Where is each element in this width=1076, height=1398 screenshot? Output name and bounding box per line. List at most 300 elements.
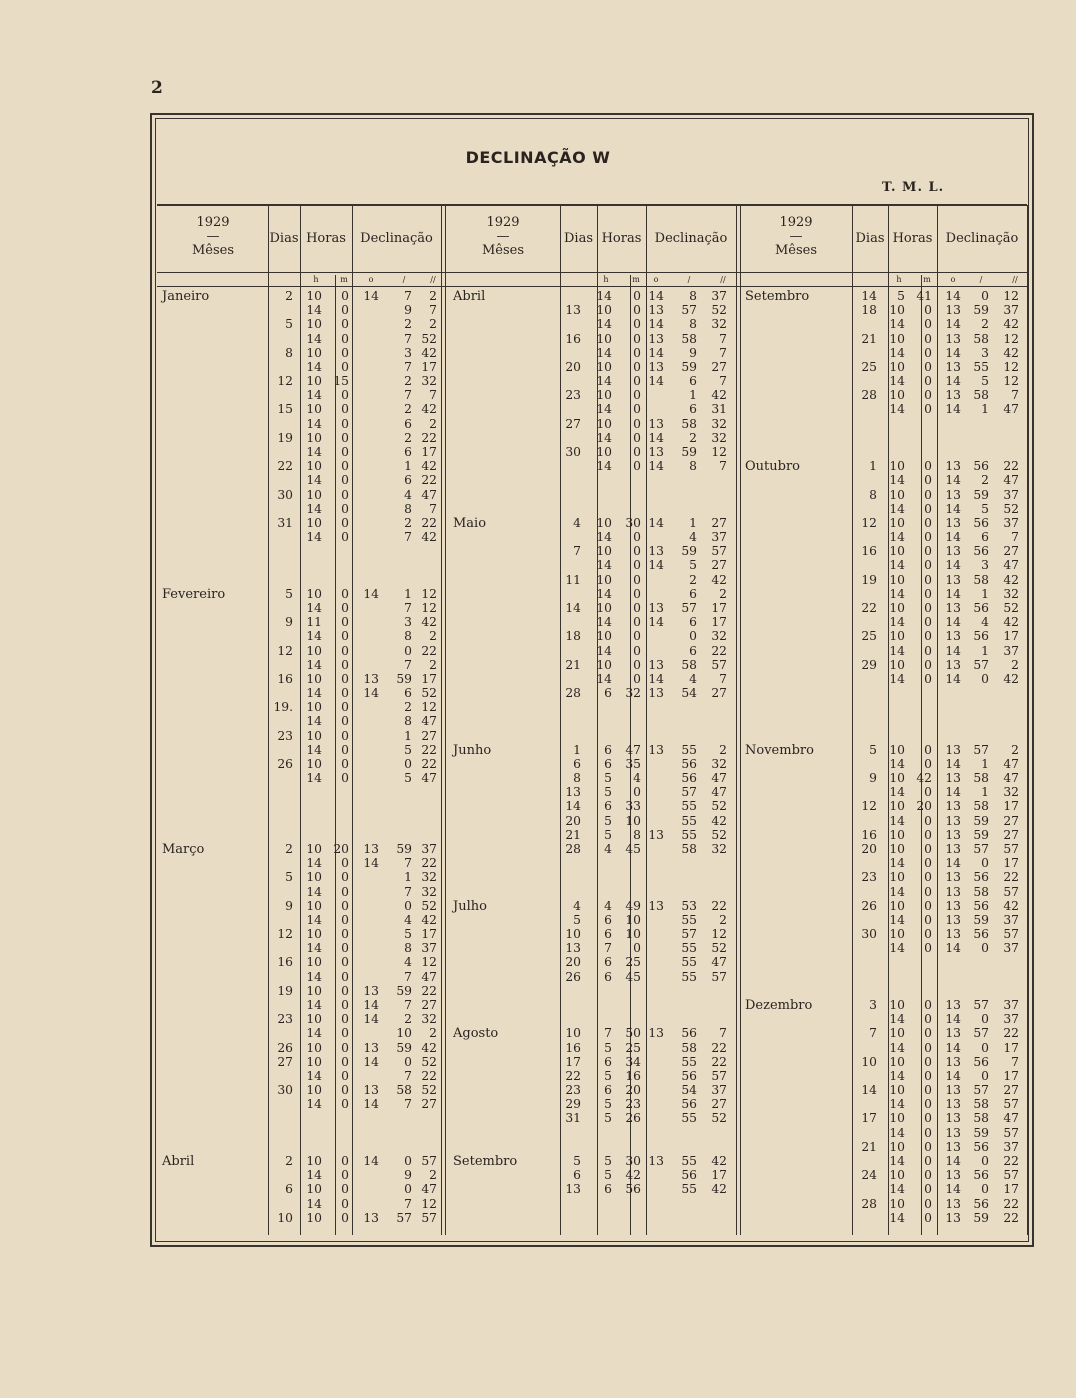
cell-minute: 4 bbox=[633, 771, 641, 786]
cell-degrees: 13 bbox=[945, 331, 961, 346]
cell-arcsec: 32 bbox=[421, 1012, 437, 1027]
cell-day: 26 bbox=[277, 1040, 293, 1055]
cell-arcsec: 12 bbox=[1003, 331, 1019, 346]
cell-arcsec: 52 bbox=[421, 1083, 437, 1098]
cell-arcsec: 22 bbox=[1003, 1153, 1019, 1168]
cell-day: 30 bbox=[565, 444, 581, 459]
cell-degrees: 14 bbox=[648, 515, 664, 530]
unit-m: m bbox=[340, 275, 348, 284]
cell-degrees: 14 bbox=[648, 671, 664, 686]
cell-arcmin: 58 bbox=[681, 1040, 697, 1055]
cell-arcsec: 17 bbox=[1003, 799, 1019, 814]
header-dash: — bbox=[206, 229, 220, 244]
cell-minute: 0 bbox=[924, 374, 932, 389]
cell-arcsec: 57 bbox=[711, 1068, 727, 1083]
cell-hour: 14 bbox=[889, 530, 905, 545]
cell-hour: 14 bbox=[306, 1168, 322, 1183]
cell-day: 23 bbox=[277, 728, 293, 743]
cell-minute: 0 bbox=[341, 912, 349, 927]
cell-hour: 14 bbox=[889, 402, 905, 417]
cell-arcsec: 37 bbox=[421, 941, 437, 956]
cell-hour: 14 bbox=[889, 941, 905, 956]
cell-arcsec: 47 bbox=[1003, 1111, 1019, 1126]
cell-hour: 14 bbox=[889, 1153, 905, 1168]
cell-hour: 10 bbox=[889, 359, 905, 374]
cell-arcmin: 56 bbox=[681, 1026, 697, 1041]
cell-arcsec: 37 bbox=[1003, 1139, 1019, 1154]
cell-day: 16 bbox=[277, 671, 293, 686]
cell-arcmin: 58 bbox=[973, 572, 989, 587]
cell-hour: 10 bbox=[596, 600, 612, 615]
cell-hour: 5 bbox=[604, 771, 612, 786]
cell-arcsec: 52 bbox=[421, 686, 437, 701]
cell-hour: 14 bbox=[596, 345, 612, 360]
cell-degrees: 13 bbox=[945, 544, 961, 559]
cell-degrees: 14 bbox=[648, 459, 664, 474]
cell-hour: 7 bbox=[604, 1026, 612, 1041]
cell-day: 6 bbox=[573, 756, 581, 771]
cell-arcmin: 55 bbox=[681, 1111, 697, 1126]
cell-degrees: 14 bbox=[945, 1040, 961, 1055]
cell-arcmin: 57 bbox=[681, 785, 697, 800]
cell-minute: 0 bbox=[341, 1210, 349, 1225]
cell-day: 25 bbox=[861, 359, 877, 374]
cell-day: 12 bbox=[861, 799, 877, 814]
cell-day: 8 bbox=[869, 487, 877, 502]
cell-minute: 25 bbox=[625, 955, 641, 970]
cell-minute: 0 bbox=[924, 515, 932, 530]
cell-arcsec: 47 bbox=[421, 714, 437, 729]
cell-arcsec: 7 bbox=[1011, 388, 1019, 403]
cell-hour: 10 bbox=[306, 1153, 322, 1168]
cell-minute: 0 bbox=[924, 558, 932, 573]
cell-day: 29 bbox=[861, 657, 877, 672]
cell-arcmin: 6 bbox=[689, 402, 697, 417]
unit-sec: // bbox=[430, 275, 436, 284]
cell-arcmin: 59 bbox=[396, 1040, 412, 1055]
cell-hour: 14 bbox=[306, 998, 322, 1012]
cell-minute: 0 bbox=[341, 530, 349, 545]
cell-arcmin: 7 bbox=[404, 1068, 412, 1083]
cell-day: 16 bbox=[565, 331, 581, 346]
cell-minute: 42 bbox=[625, 1168, 641, 1183]
cell-arcmin: 59 bbox=[681, 444, 697, 459]
cell-degrees: 13 bbox=[945, 1210, 961, 1225]
cell-arcmin: 0 bbox=[404, 1182, 412, 1197]
cell-hour: 10 bbox=[889, 629, 905, 644]
cell-arcsec: 2 bbox=[719, 586, 727, 601]
cell-hour: 10 bbox=[889, 331, 905, 346]
cell-arcmin: 6 bbox=[404, 686, 412, 701]
cell-arcsec: 2 bbox=[429, 416, 437, 431]
cell-hour: 5 bbox=[604, 827, 612, 842]
cell-minute: 0 bbox=[924, 842, 932, 857]
cell-arcsec: 7 bbox=[429, 388, 437, 403]
cell-degrees: 14 bbox=[648, 345, 664, 360]
column-rule bbox=[1027, 205, 1028, 1235]
cell-arcsec: 12 bbox=[711, 927, 727, 942]
cell-arcmin: 59 bbox=[973, 1125, 989, 1140]
cell-hour: 10 bbox=[306, 402, 322, 417]
cell-arcsec: 7 bbox=[1011, 1054, 1019, 1069]
cell-minute: 0 bbox=[924, 657, 932, 672]
cell-minute: 0 bbox=[924, 856, 932, 871]
cell-arcmin: 0 bbox=[981, 1040, 989, 1055]
cell-minute: 0 bbox=[341, 430, 349, 445]
cell-arcsec: 22 bbox=[711, 1040, 727, 1055]
month-label: Abril bbox=[453, 289, 486, 304]
cell-arcmin: 57 bbox=[973, 657, 989, 672]
cell-minute: 0 bbox=[341, 955, 349, 970]
cell-arcsec: 37 bbox=[1003, 1012, 1019, 1027]
cell-arcsec: 27 bbox=[711, 686, 727, 701]
cell-hour: 10 bbox=[306, 430, 322, 445]
cell-day: 22 bbox=[861, 600, 877, 615]
cell-hour: 10 bbox=[306, 1054, 322, 1069]
cell-hour: 10 bbox=[306, 700, 322, 715]
cell-day: 27 bbox=[277, 1054, 293, 1069]
cell-arcmin: 59 bbox=[973, 827, 989, 842]
cell-arcmin: 2 bbox=[404, 700, 412, 715]
cell-arcsec: 47 bbox=[1003, 402, 1019, 417]
cell-arcsec: 27 bbox=[421, 998, 437, 1012]
cell-hour: 14 bbox=[306, 714, 322, 729]
cell-arcmin: 2 bbox=[981, 317, 989, 332]
column-rule bbox=[736, 205, 737, 1235]
cell-hour: 10 bbox=[889, 388, 905, 403]
cell-minute: 0 bbox=[341, 742, 349, 757]
cell-minute: 0 bbox=[924, 643, 932, 658]
cell-degrees: 13 bbox=[945, 1026, 961, 1041]
unit-m: m bbox=[632, 275, 640, 284]
cell-degrees: 14 bbox=[648, 615, 664, 630]
cell-hour: 6 bbox=[604, 927, 612, 942]
cell-arcsec: 37 bbox=[711, 1083, 727, 1098]
month-label: Abril bbox=[162, 1153, 195, 1169]
cell-day: 26 bbox=[565, 969, 581, 984]
cell-arcsec: 32 bbox=[711, 430, 727, 445]
cell-hour: 14 bbox=[889, 643, 905, 658]
cell-minute: 0 bbox=[924, 331, 932, 346]
cell-arcmin: 2 bbox=[404, 374, 412, 389]
cell-arcmin: 5 bbox=[981, 501, 989, 516]
cell-arcsec: 42 bbox=[1003, 572, 1019, 587]
cell-arcmin: 0 bbox=[981, 941, 989, 956]
cell-hour: 14 bbox=[889, 1097, 905, 1112]
cell-arcmin: 56 bbox=[973, 629, 989, 644]
cell-minute: 0 bbox=[633, 643, 641, 658]
cell-degrees: 14 bbox=[648, 430, 664, 445]
cell-hour: 10 bbox=[889, 1139, 905, 1154]
cell-day: 19. bbox=[273, 700, 293, 715]
cell-minute: 23 bbox=[625, 1097, 641, 1112]
cell-day: 4 bbox=[573, 898, 581, 913]
cell-arcmin: 53 bbox=[681, 898, 697, 913]
cell-degrees: 13 bbox=[945, 303, 961, 318]
cell-arcmin: 7 bbox=[404, 388, 412, 403]
cell-arcsec: 7 bbox=[719, 374, 727, 389]
cell-day: 5 bbox=[285, 586, 293, 601]
cell-arcmin: 56 bbox=[681, 1168, 697, 1183]
cell-minute: 0 bbox=[924, 1068, 932, 1083]
cell-arcsec: 12 bbox=[1003, 359, 1019, 374]
cell-arcmin: 0 bbox=[981, 1153, 989, 1168]
cell-arcsec: 47 bbox=[421, 1182, 437, 1197]
month-label: Janeiro bbox=[162, 289, 210, 304]
cell-arcsec: 31 bbox=[711, 402, 727, 417]
cell-arcmin: 55 bbox=[681, 1054, 697, 1069]
cell-hour: 14 bbox=[889, 1012, 905, 1027]
cell-arcsec: 32 bbox=[421, 870, 437, 885]
cell-hour: 10 bbox=[596, 444, 612, 459]
cell-arcsec: 22 bbox=[421, 756, 437, 771]
cell-arcsec: 57 bbox=[711, 657, 727, 672]
cell-minute: 42 bbox=[916, 771, 932, 786]
cell-hour: 10 bbox=[596, 359, 612, 374]
cell-day: 13 bbox=[565, 785, 581, 800]
cell-minute: 0 bbox=[341, 998, 349, 1012]
cell-arcsec: 32 bbox=[421, 884, 437, 899]
cell-arcmin: 0 bbox=[404, 1054, 412, 1069]
cell-arcsec: 57 bbox=[421, 1153, 437, 1168]
cell-degrees: 13 bbox=[945, 572, 961, 587]
cell-hour: 10 bbox=[306, 317, 322, 332]
cell-degrees: 13 bbox=[363, 1083, 379, 1098]
cell-degrees: 13 bbox=[945, 1125, 961, 1140]
cell-arcmin: 8 bbox=[404, 501, 412, 516]
cell-degrees: 13 bbox=[363, 842, 379, 857]
cell-degrees: 13 bbox=[945, 1196, 961, 1211]
units-bottom-rule bbox=[157, 286, 1027, 287]
cell-minute: 0 bbox=[924, 870, 932, 885]
cell-arcmin: 6 bbox=[404, 444, 412, 459]
cell-day: 21 bbox=[861, 331, 877, 346]
cell-hour: 10 bbox=[306, 1182, 322, 1197]
cell-day: 19 bbox=[277, 430, 293, 445]
cell-arcmin: 56 bbox=[681, 756, 697, 771]
cell-hour: 14 bbox=[596, 558, 612, 573]
cell-minute: 0 bbox=[341, 884, 349, 899]
cell-hour: 14 bbox=[889, 785, 905, 800]
header-dash: — bbox=[496, 229, 510, 244]
month-label: Junho bbox=[453, 742, 492, 758]
cell-arcsec: 22 bbox=[1003, 870, 1019, 885]
cell-day: 28 bbox=[861, 1196, 877, 1211]
cell-hour: 14 bbox=[889, 374, 905, 389]
cell-degrees: 14 bbox=[945, 530, 961, 545]
header-months: Mêses bbox=[191, 243, 235, 258]
cell-degrees: 14 bbox=[945, 374, 961, 389]
cell-arcsec: 52 bbox=[1003, 501, 1019, 516]
cell-arcsec: 57 bbox=[711, 544, 727, 559]
cell-minute: 0 bbox=[924, 742, 932, 757]
cell-minute: 0 bbox=[924, 359, 932, 374]
cell-arcsec: 22 bbox=[1003, 459, 1019, 474]
cell-arcsec: 42 bbox=[421, 459, 437, 474]
month-label: Fevereiro bbox=[162, 586, 226, 602]
cell-minute: 0 bbox=[633, 359, 641, 374]
cell-hour: 14 bbox=[306, 303, 322, 318]
cell-degrees: 14 bbox=[945, 586, 961, 601]
month-label: Novembro bbox=[745, 742, 814, 758]
cell-arcmin: 8 bbox=[689, 459, 697, 474]
cell-degrees: 13 bbox=[945, 1083, 961, 1098]
cell-hour: 10 bbox=[306, 898, 322, 913]
cell-arcmin: 58 bbox=[973, 884, 989, 899]
cell-degrees: 13 bbox=[648, 827, 664, 842]
cell-day: 30 bbox=[277, 487, 293, 502]
cell-arcmin: 57 bbox=[973, 1026, 989, 1041]
cell-day: 24 bbox=[861, 1168, 877, 1183]
cell-minute: 0 bbox=[633, 402, 641, 417]
cell-arcsec: 22 bbox=[421, 515, 437, 530]
cell-arcmin: 7 bbox=[404, 600, 412, 615]
cell-arcmin: 1 bbox=[981, 785, 989, 800]
cell-degrees: 13 bbox=[648, 416, 664, 431]
cell-hour: 14 bbox=[306, 444, 322, 459]
cell-arcsec: 12 bbox=[1003, 374, 1019, 389]
cell-degrees: 13 bbox=[363, 1040, 379, 1055]
cell-day: 28 bbox=[565, 686, 581, 701]
cell-arcsec: 52 bbox=[711, 827, 727, 842]
cell-hour: 14 bbox=[889, 317, 905, 332]
cell-hour: 14 bbox=[596, 643, 612, 658]
cell-day: 26 bbox=[277, 756, 293, 771]
cell-arcsec: 17 bbox=[711, 600, 727, 615]
cell-day: 19 bbox=[277, 983, 293, 998]
cell-degrees: 13 bbox=[945, 1097, 961, 1112]
cell-degrees: 14 bbox=[363, 1097, 379, 1112]
cell-arcmin: 0 bbox=[981, 289, 989, 303]
unit-sec: // bbox=[720, 275, 726, 284]
cell-arcmin: 58 bbox=[973, 331, 989, 346]
days-header: Dias bbox=[269, 231, 299, 246]
cell-day: 30 bbox=[861, 927, 877, 942]
cell-arcmin: 59 bbox=[681, 544, 697, 559]
cell-minute: 0 bbox=[924, 941, 932, 956]
cell-minute: 20 bbox=[333, 842, 349, 857]
cell-arcsec: 22 bbox=[1003, 1026, 1019, 1041]
cell-arcmin: 8 bbox=[689, 289, 697, 303]
cell-minute: 0 bbox=[341, 1083, 349, 1098]
unit-deg: o bbox=[950, 275, 956, 284]
cell-arcsec: 42 bbox=[1003, 317, 1019, 332]
cell-hour: 10 bbox=[596, 544, 612, 559]
cell-arcmin: 7 bbox=[404, 359, 412, 374]
cell-arcmin: 1 bbox=[981, 756, 989, 771]
cell-degrees: 13 bbox=[363, 983, 379, 998]
cell-minute: 0 bbox=[633, 388, 641, 403]
cell-minute: 0 bbox=[633, 671, 641, 686]
cell-hour: 6 bbox=[604, 799, 612, 814]
cell-day: 19 bbox=[861, 572, 877, 587]
cell-hour: 10 bbox=[306, 1040, 322, 1055]
cell-minute: 0 bbox=[341, 1068, 349, 1083]
cell-arcsec: 22 bbox=[711, 898, 727, 913]
cell-arcmin: 59 bbox=[973, 303, 989, 318]
cell-arcmin: 0 bbox=[981, 1068, 989, 1083]
cell-arcmin: 55 bbox=[681, 799, 697, 814]
cell-minute: 0 bbox=[341, 671, 349, 686]
cell-arcsec: 57 bbox=[1003, 1125, 1019, 1140]
cell-day: 23 bbox=[565, 388, 581, 403]
cell-minute: 0 bbox=[341, 1026, 349, 1041]
cell-minute: 0 bbox=[341, 756, 349, 771]
cell-minute: 20 bbox=[625, 1083, 641, 1098]
cell-arcsec: 7 bbox=[1011, 530, 1019, 545]
cell-hour: 14 bbox=[889, 586, 905, 601]
cell-minute: 0 bbox=[341, 870, 349, 885]
cell-minute: 0 bbox=[633, 629, 641, 644]
cell-arcsec: 2 bbox=[429, 1168, 437, 1183]
month-label: Setembro bbox=[453, 1153, 518, 1169]
unit-h: h bbox=[896, 275, 902, 284]
cell-arcmin: 1 bbox=[981, 643, 989, 658]
cell-day: 20 bbox=[565, 955, 581, 970]
cell-arcsec: 7 bbox=[719, 671, 727, 686]
cell-arcmin: 7 bbox=[404, 1196, 412, 1211]
cell-arcmin: 2 bbox=[404, 515, 412, 530]
cell-day: 5 bbox=[573, 1153, 581, 1168]
cell-minute: 0 bbox=[633, 444, 641, 459]
cell-hour: 10 bbox=[596, 515, 612, 530]
cell-day: 10 bbox=[861, 1054, 877, 1069]
cell-arcsec: 7 bbox=[719, 345, 727, 360]
cell-hour: 10 bbox=[306, 345, 322, 360]
cell-minute: 0 bbox=[341, 643, 349, 658]
hours-header: Horas bbox=[306, 231, 346, 246]
cell-minute: 0 bbox=[341, 1054, 349, 1069]
cell-degrees: 14 bbox=[945, 756, 961, 771]
cell-day: 12 bbox=[277, 643, 293, 658]
cell-day: 10 bbox=[277, 1210, 293, 1225]
unit-sec: // bbox=[1012, 275, 1018, 284]
cell-minute: 26 bbox=[625, 1111, 641, 1126]
cell-arcmin: 56 bbox=[973, 1054, 989, 1069]
cell-minute: 0 bbox=[633, 657, 641, 672]
cell-arcsec: 22 bbox=[421, 430, 437, 445]
cell-arcsec: 42 bbox=[1003, 345, 1019, 360]
cell-minute: 20 bbox=[916, 799, 932, 814]
cell-minute: 0 bbox=[633, 459, 641, 474]
cell-arcsec: 27 bbox=[1003, 544, 1019, 559]
column-rule bbox=[352, 205, 353, 1235]
cell-hour: 10 bbox=[596, 416, 612, 431]
cell-arcsec: 2 bbox=[1011, 657, 1019, 672]
cell-hour: 14 bbox=[306, 856, 322, 871]
cell-minute: 32 bbox=[625, 686, 641, 701]
cell-arcmin: 55 bbox=[681, 813, 697, 828]
cell-arcsec: 32 bbox=[711, 317, 727, 332]
cell-degrees: 14 bbox=[363, 1054, 379, 1069]
cell-arcsec: 42 bbox=[421, 615, 437, 630]
cell-arcmin: 59 bbox=[396, 842, 412, 857]
cell-degrees: 13 bbox=[648, 303, 664, 318]
cell-day: 11 bbox=[565, 572, 581, 587]
cell-day: 12 bbox=[861, 515, 877, 530]
cell-day: 2 bbox=[285, 842, 293, 857]
cell-arcmin: 55 bbox=[681, 1153, 697, 1168]
cell-hour: 14 bbox=[306, 600, 322, 615]
cell-hour: 10 bbox=[889, 600, 905, 615]
cell-minute: 41 bbox=[916, 289, 932, 303]
cell-minute: 0 bbox=[341, 303, 349, 318]
cell-degrees: 13 bbox=[945, 742, 961, 757]
cell-hour: 10 bbox=[306, 1210, 322, 1225]
cell-minute: 0 bbox=[924, 927, 932, 942]
cell-arcsec: 17 bbox=[1003, 629, 1019, 644]
cell-minute: 0 bbox=[924, 629, 932, 644]
